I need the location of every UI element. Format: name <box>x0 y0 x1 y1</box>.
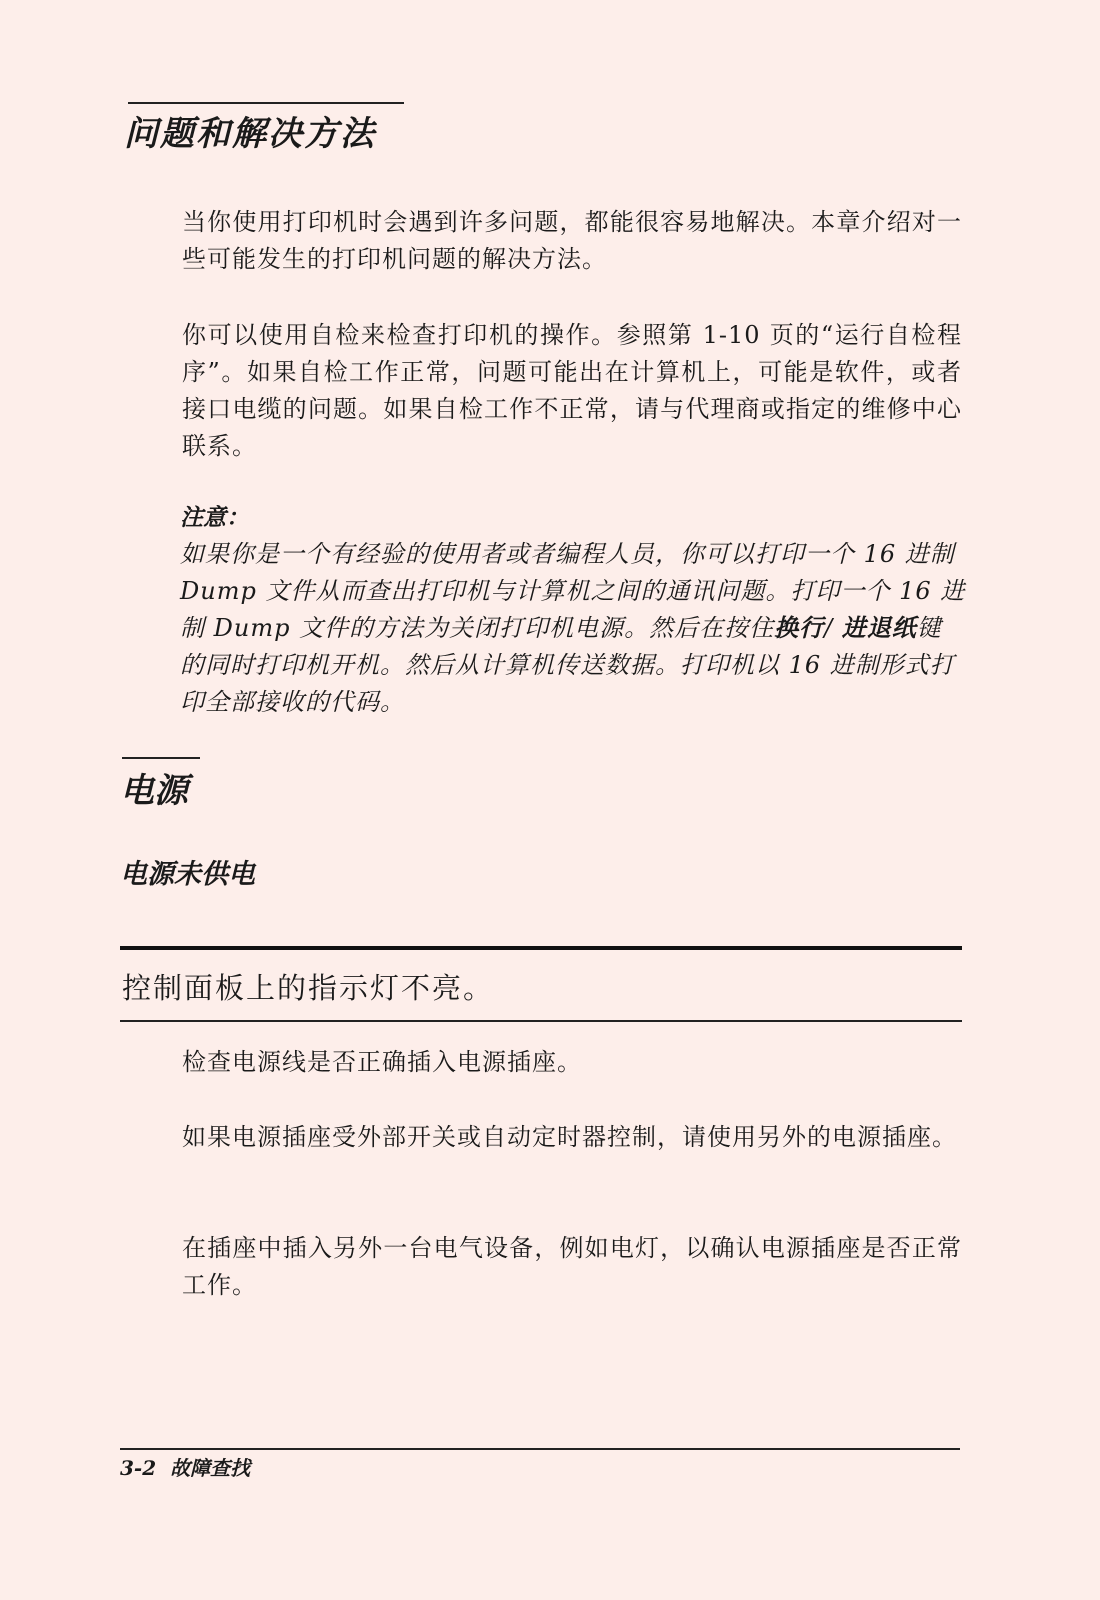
footer-rule <box>120 1448 960 1450</box>
page-number: 3-2 <box>120 1456 157 1480</box>
subsection-title: 电源未供电 <box>120 859 255 890</box>
solution-item: 检查电源线是否正确插入电源插座。 <box>182 1048 582 1076</box>
key-linefeed: 换行 <box>774 614 825 642</box>
section-title-rule <box>122 757 200 759</box>
key-separator: / <box>824 614 842 642</box>
chapter-title-rule <box>128 102 404 104</box>
note-title: 注意： <box>180 505 249 531</box>
note-body-text-2: 键的同时打印机开机。然后从计算机传送数据。打印机以 16 进制形式打印全部接收的代码。 <box>180 614 955 716</box>
footer-chapter-name: 故障查找 <box>170 1456 251 1480</box>
intro-paragraph-1: 当你使用打印机时会遇到许多问题，都能很容易地解决。本章介绍对一些可能发生的打印机问题的解决方法。 <box>182 208 962 273</box>
problem-rule-bottom <box>120 1020 962 1022</box>
chapter-title: 问题和解决方法 <box>124 114 376 154</box>
note-body-text-1: 如果你是一个有经验的使用者或者编程人员，你可以打印一个 16 进制 Dump 文件从而查出打印机与计算机之间的通讯问题。打印一个 16 进制 Dump 文件的方法为关闭打印机电源。然后在按住 <box>180 540 966 642</box>
section-title: 电源 <box>120 771 188 811</box>
problem-statement: 控制面板上的指示灯不亮。 <box>122 971 495 1005</box>
problem-rule-top <box>120 946 962 950</box>
solution-item: 在插座中插入另外一台电气设备，例如电灯，以确认电源插座是否正常工作。 <box>182 1234 962 1299</box>
solution-item: 如果电源插座受外部开关或自动定时器控制，请使用另外的电源插座。 <box>182 1123 957 1151</box>
intro-paragraph-2: 你可以使用自检来检查打印机的操作。参照第 1-10 页的“运行自检程序”。如果自检工作正常，问题可能出在计算机上，可能是软件，或者接口电缆的问题。如果自检工作不正常，请与代理商或指定的维修中心联系。 <box>182 321 962 460</box>
page-footer <box>120 1452 264 1481</box>
note-box <box>180 500 966 721</box>
key-formfeed: 进退纸 <box>841 614 917 642</box>
note-body <box>180 536 966 721</box>
